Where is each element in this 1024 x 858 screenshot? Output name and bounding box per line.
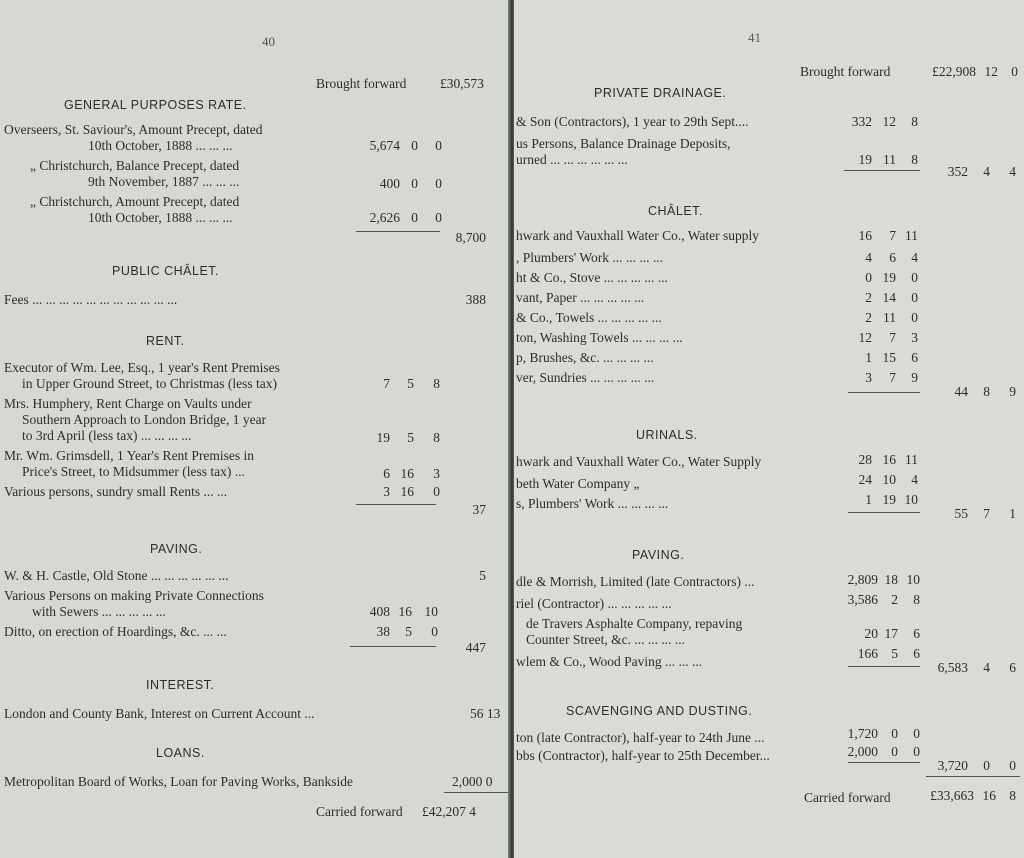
entry-text: bbs (Contractor), half-year to 25th December... (516, 748, 770, 763)
amount-pence: 8 (433, 430, 440, 445)
amount-pounds: 408 (369, 604, 390, 619)
amount-pounds: 3,586 (847, 592, 878, 607)
amount-pounds: 2,809 (847, 572, 878, 587)
entry-text: „ Christchurch, Amount Precept, dated (30, 194, 240, 209)
amount-pounds: 1,720 (847, 726, 878, 741)
amount-shillings: 18 (884, 572, 898, 587)
amount-pence: 0 (435, 210, 442, 225)
amount-pence: 8 (1009, 788, 1016, 803)
amount-pence: 6 (913, 626, 920, 641)
section-total-pence: 6 (1009, 660, 1016, 675)
amount-shillings: 16 (400, 484, 414, 499)
section-total-pounds: 55 (954, 506, 968, 521)
section-heading: CHÂLET. (648, 204, 703, 218)
section-total: 8,700 (455, 230, 486, 245)
section-total: 56 13 (470, 706, 501, 721)
sum-rule (848, 512, 920, 513)
section-total-pounds: 352 (947, 164, 968, 179)
amount-shillings: 19 (882, 270, 896, 285)
entry-text: Southern Approach to London Bridge, 1 year (22, 412, 267, 427)
entry-text: Mrs. Humphery, Rent Charge on Vaults under (4, 396, 252, 411)
section-total: 2,000 0 (452, 774, 493, 789)
sum-rule (848, 666, 920, 667)
amount-pounds: £22,908 (932, 64, 976, 79)
amount-shillings: 5 (407, 376, 414, 391)
section-total: 5 (479, 568, 486, 583)
amount-shillings: 16 (882, 452, 896, 467)
amount-shillings: 16 (982, 788, 996, 803)
amount-pence: 0 (431, 624, 438, 639)
section-heading: RENT. (146, 334, 185, 348)
sum-rule (356, 231, 440, 232)
amount-shillings: 5 (407, 430, 414, 445)
section-heading: INTEREST. (146, 678, 215, 692)
entry-text: vant, Paper ... ... ... ... ... (516, 290, 645, 305)
entry-text: ton (late Contractor), half-year to 24th June ... (516, 730, 765, 745)
amount-pounds: 19 (858, 152, 872, 167)
brought-forward-amount: £30,573 (440, 76, 484, 91)
amount-pence: 10 (904, 492, 918, 507)
amount-shillings: 0 (411, 210, 418, 225)
entry-text: Counter Street, &c. ... ... ... ... (526, 632, 685, 647)
amount-shillings: 0 (891, 744, 898, 759)
entry-text: Fees ... ... ... ... ... ... ... ... ... ... ... (4, 292, 178, 307)
section-total-pence: 1 (1009, 506, 1016, 521)
carried-forward-label: Carried forward (316, 804, 403, 819)
amount-pence: 10 (906, 572, 920, 587)
section-total-shillings: 8 (983, 384, 990, 399)
amount-shillings: 10 (882, 472, 896, 487)
amount-shillings: 0 (411, 176, 418, 191)
entry-text: 9th November, 1887 ... ... ... (88, 174, 240, 189)
entry-text: s, Plumbers' Work ... ... ... ... (516, 496, 669, 511)
amount-shillings: 16 (400, 466, 414, 481)
amount-pence: 4 (911, 250, 918, 265)
sum-rule (350, 646, 436, 647)
entry-text: Ditto, on erection of Hoardings, &c. ... ... (4, 624, 227, 639)
carried-forward-amount: £42,207 4 (422, 804, 476, 819)
entry-text: with Sewers ... ... ... ... ... (32, 604, 166, 619)
amount-pounds: 20 (864, 626, 878, 641)
amount-pounds: 5,674 (369, 138, 400, 153)
section-total: 37 (472, 502, 486, 517)
entry-text: 10th October, 1888 ... ... ... (88, 138, 233, 153)
amount-shillings: 0 (891, 726, 898, 741)
section-total-shillings: 4 (983, 164, 990, 179)
entry-text: de Travers Asphalte Company, repaving (526, 616, 743, 631)
amount-pence: 3 (433, 466, 440, 481)
entry-text: hwark and Vauxhall Water Co., Water Supply (516, 454, 762, 469)
amount-pounds: 2,000 (847, 744, 878, 759)
amount-pence: 0 (1011, 64, 1018, 79)
sum-rule (356, 504, 436, 505)
section-heading: PAVING. (150, 542, 203, 556)
section-heading: URINALS. (636, 428, 698, 442)
amount-pence: 0 (913, 744, 920, 759)
section-total-pounds: 6,583 (937, 660, 968, 675)
entry-text: in Upper Ground Street, to Christmas (less tax) (22, 376, 277, 391)
brought-forward-label: Brought forward (800, 64, 891, 79)
entry-text: W. & H. Castle, Old Stone ... ... ... ... ... ... (4, 568, 229, 583)
entry-text: London and County Bank, Interest on Current Account ... (4, 706, 315, 721)
entry-text: hwark and Vauxhall Water Co., Water supply (516, 228, 760, 243)
amount-shillings: 5 (891, 646, 898, 661)
amount-pounds: 166 (857, 646, 878, 661)
entry-text: Various Persons on making Private Connections (4, 588, 264, 603)
amount-pence: 0 (435, 138, 442, 153)
amount-pence: 0 (911, 270, 918, 285)
section-total-shillings: 4 (983, 660, 990, 675)
amount-pounds: 1 (865, 350, 872, 365)
amount-pence: 0 (913, 726, 920, 741)
amount-pounds: 400 (379, 176, 400, 191)
entry-text: Various persons, sundry small Rents ... ... (4, 484, 228, 499)
amount-pence: 8 (911, 152, 918, 167)
amount-shillings: 2 (891, 592, 898, 607)
amount-pence: 8 (913, 592, 920, 607)
section-heading: LOANS. (156, 746, 205, 760)
amount-shillings: 16 (398, 604, 412, 619)
amount-pounds: £33,663 (930, 788, 974, 803)
amount-pounds: 1 (865, 492, 872, 507)
amount-shillings: 17 (884, 626, 898, 641)
entry-text: & Son (Contractors), 1 year to 29th Sept.... (516, 114, 749, 129)
right-page (514, 0, 1024, 858)
section-total-pence: 9 (1009, 384, 1016, 399)
amount-pence: 3 (911, 330, 918, 345)
entry-text: ton, Washing Towels ... ... ... ... (516, 330, 683, 345)
amount-shillings: 15 (882, 350, 896, 365)
entry-text: Metropolitan Board of Works, Loan for Paving Works, Bankside (4, 774, 354, 789)
amount-pounds: 2,626 (369, 210, 400, 225)
amount-shillings: 5 (405, 624, 412, 639)
entry-text: , Plumbers' Work ... ... ... ... (516, 250, 663, 265)
amount-pounds: 332 (851, 114, 872, 129)
section-total-pounds: 3,720 (937, 758, 968, 773)
amount-shillings: 6 (889, 250, 896, 265)
amount-shillings: 19 (882, 492, 896, 507)
amount-pence: 6 (911, 350, 918, 365)
section-heading: PRIVATE DRAINAGE. (594, 86, 727, 100)
amount-pence: 0 (911, 310, 918, 325)
amount-shillings: 7 (889, 370, 896, 385)
entry-text: „ Christchurch, Balance Precept, dated (30, 158, 240, 173)
amount-pounds: 7 (383, 376, 390, 391)
sum-rule (848, 762, 920, 763)
amount-pounds: 0 (865, 270, 872, 285)
entry-text: Executor of Wm. Lee, Esq., 1 year's Rent Premises (4, 360, 280, 375)
carried-forward-label: Carried forward (804, 790, 891, 805)
entry-text: beth Water Company „ (516, 476, 640, 491)
amount-shillings: 0 (411, 138, 418, 153)
amount-pence: 0 (911, 290, 918, 305)
section-heading: SCAVENGING AND DUSTING. (566, 704, 753, 718)
entry-text: urned ... ... ... ... ... ... (516, 152, 628, 167)
amount-pounds: 4 (865, 250, 872, 265)
entry-text: & Co., Towels ... ... ... ... ... (516, 310, 662, 325)
amount-pence: 0 (435, 176, 442, 191)
section-total: 388 (465, 292, 486, 307)
amount-pence: 11 (905, 452, 918, 467)
amount-pounds: 19 (376, 430, 390, 445)
section-total: 447 (465, 640, 486, 655)
section-total-pence: 4 (1009, 164, 1016, 179)
amount-pence: 6 (913, 646, 920, 661)
section-total-shillings: 0 (983, 758, 990, 773)
amount-shillings: 7 (889, 228, 896, 243)
entry-text: p, Brushes, &c. ... ... ... ... (516, 350, 654, 365)
amount-shillings: 14 (882, 290, 896, 305)
amount-pence: 11 (905, 228, 918, 243)
entry-text: wlem & Co., Wood Paving ... ... ... (516, 654, 703, 669)
entry-text: ver, Sundries ... ... ... ... ... (516, 370, 655, 385)
amount-pence: 10 (424, 604, 438, 619)
entry-text: Mr. Wm. Grimsdell, 1 Year's Rent Premises in (4, 448, 255, 463)
entry-text: us Persons, Balance Drainage Deposits, (516, 136, 731, 151)
sum-rule (848, 392, 920, 393)
amount-pounds: 2 (865, 310, 872, 325)
amount-pounds: 3 (865, 370, 872, 385)
section-heading: PUBLIC CHÂLET. (112, 264, 220, 278)
entry-text: riel (Contractor) ... ... ... ... ... (516, 596, 672, 611)
amount-pounds: 2 (865, 290, 872, 305)
amount-pounds: 3 (383, 484, 390, 499)
amount-pence: 8 (433, 376, 440, 391)
amount-shillings: 11 (883, 152, 896, 167)
sum-rule (444, 792, 508, 793)
entry-text: Overseers, St. Saviour's, Amount Precept, dated (4, 122, 263, 137)
section-total-shillings: 7 (983, 506, 990, 521)
amount-pounds: 16 (858, 228, 872, 243)
amount-shillings: 12 (984, 64, 998, 79)
amount-pounds: 28 (858, 452, 872, 467)
section-total-pounds: 44 (954, 384, 968, 399)
sum-rule (844, 170, 920, 171)
amount-pounds: 38 (376, 624, 390, 639)
entry-text: 10th October, 1888 ... ... ... (88, 210, 233, 225)
entry-text: to 3rd April (less tax) ... ... ... ... (22, 428, 192, 443)
entry-text: dle & Morrish, Limited (late Contractors) ... (516, 574, 755, 589)
sum-rule (926, 776, 1020, 777)
section-heading: GENERAL PURPOSES RATE. (64, 98, 247, 112)
entry-text: ht & Co., Stove ... ... ... ... ... (516, 270, 668, 285)
entry-text: Price's Street, to Midsummer (less tax) ... (22, 464, 245, 479)
section-total-pence: 0 (1009, 758, 1016, 773)
amount-shillings: 12 (882, 114, 896, 129)
amount-pounds: 12 (858, 330, 872, 345)
amount-pence: 4 (911, 472, 918, 487)
page-number: 40 (262, 34, 275, 49)
amount-shillings: 11 (883, 310, 896, 325)
amount-pence: 9 (911, 370, 918, 385)
brought-forward-label: Brought forward (316, 76, 407, 91)
section-heading: PAVING. (632, 548, 685, 562)
amount-pence: 8 (911, 114, 918, 129)
page-number: 41 (748, 30, 761, 45)
amount-pounds: 24 (858, 472, 872, 487)
amount-shillings: 7 (889, 330, 896, 345)
amount-pence: 0 (433, 484, 440, 499)
amount-pounds: 6 (383, 466, 390, 481)
